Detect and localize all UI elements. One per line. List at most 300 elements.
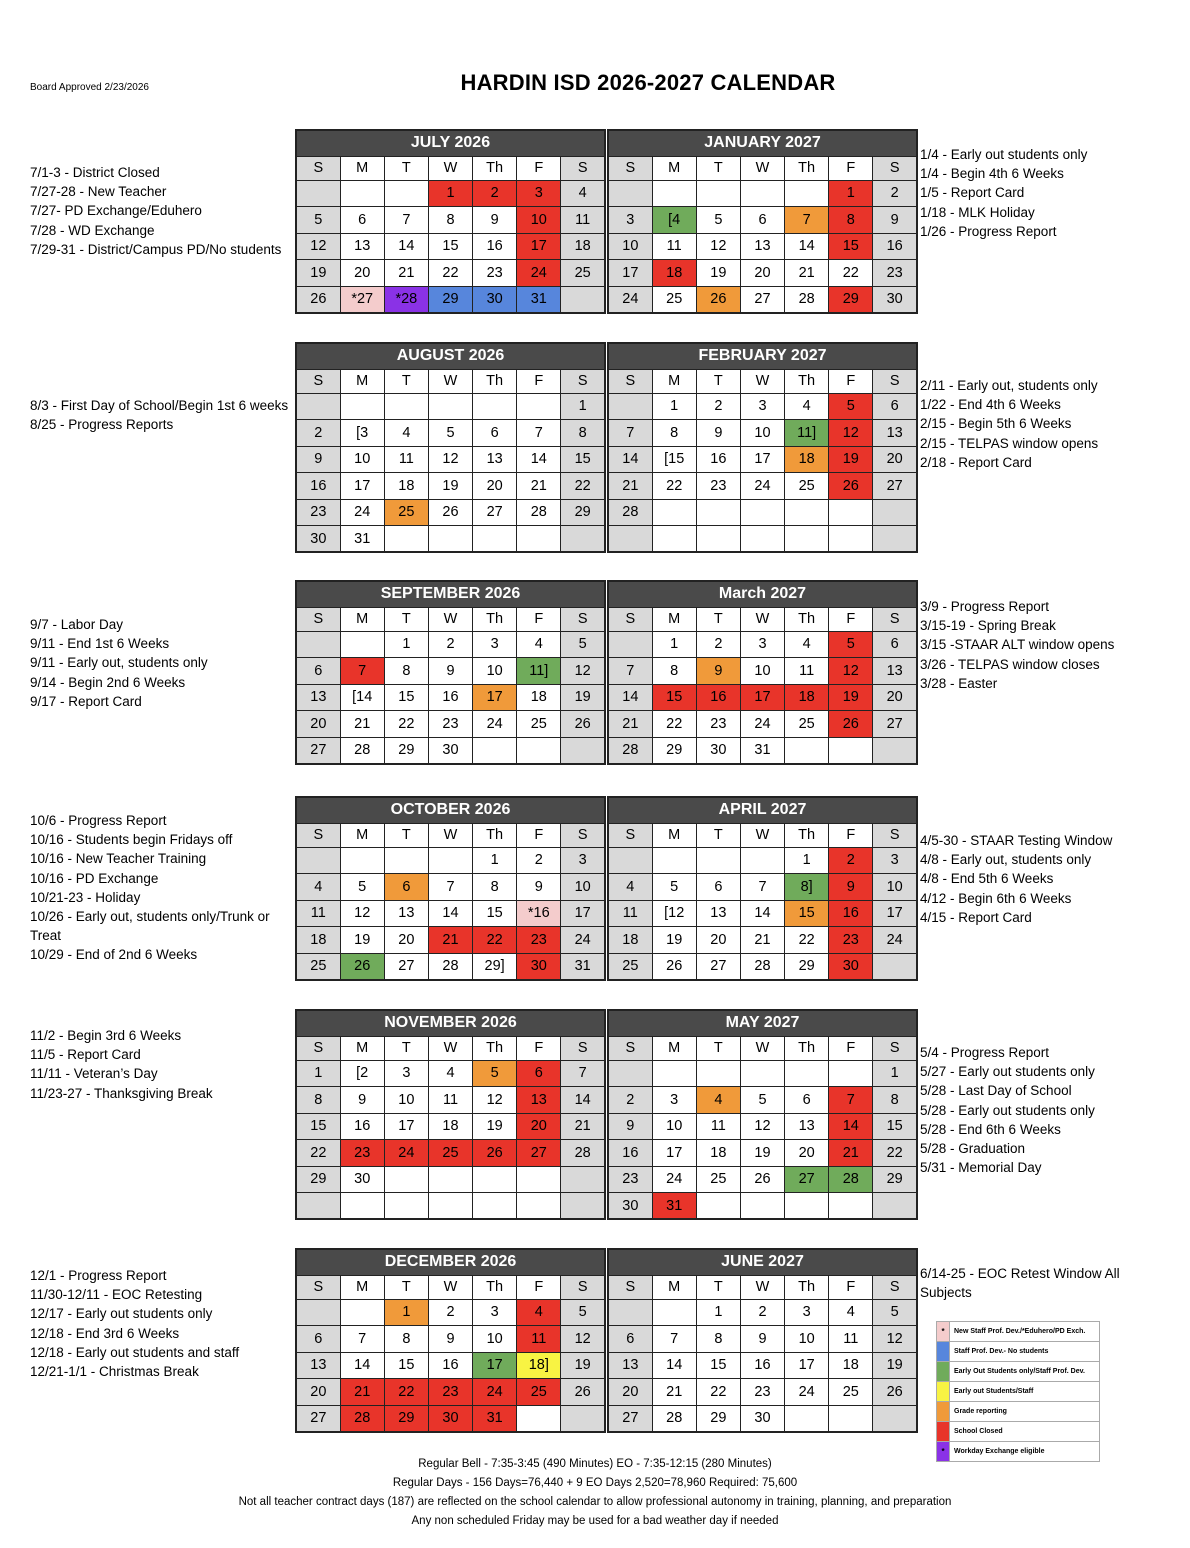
day-cell: 12 [561,658,605,685]
day-cell [296,180,340,207]
day-cell: 14 [608,446,652,473]
day-cell [608,847,652,874]
day-cell: 27 [517,1140,561,1167]
note-line: 5/4 - Progress Report [920,1045,1050,1060]
day-cell: 26 [473,1140,517,1167]
day-cell: 7 [829,1087,873,1114]
day-cell: 29 [561,499,605,526]
note-line: 9/11 - Early out, students only [30,655,208,671]
day-cell: 17 [740,446,784,473]
day-cell: 5 [561,1299,605,1326]
day-cell: 25 [785,473,829,500]
day-cell: 19 [873,1352,917,1379]
day-cell: 22 [785,927,829,954]
day-cell: 5 [829,631,873,658]
day-cell: 29 [652,737,696,764]
month-calendar [607,796,918,981]
day-cell: 14 [561,1087,605,1114]
day-cell: 4 [696,1087,740,1114]
day-cell: 1 [829,180,873,207]
day-cell: 17 [340,473,384,500]
day-cell [873,499,917,526]
day-cell: 18 [652,260,696,287]
day-cell: 9 [517,874,561,901]
day-cell [561,737,605,764]
day-cell: 14 [340,1352,384,1379]
day-cell: 4 [785,631,829,658]
day-cell: 16 [740,1352,784,1379]
day-cell: 24 [340,499,384,526]
day-cell: 16 [340,1113,384,1140]
day-cell: 5 [296,207,340,234]
month-calendar [607,1009,918,1220]
note-line: 7/29-31 - District/Campus PD/No students [30,241,282,257]
month-name: JULY 2026 [296,130,605,156]
day-cell: 20 [384,927,428,954]
month-name: MAY 2027 [608,1010,917,1036]
note-line: 2/11 - Early out, students only [920,378,1098,393]
day-cell: 1 [696,1299,740,1326]
note-line: 10/16 - Students begin Fridays off [30,832,233,848]
day-cell: 15 [296,1113,340,1140]
day-cell [473,1193,517,1220]
day-cell: 10 [473,1326,517,1353]
weekday-header: S [561,1036,605,1060]
notes-block [30,1026,292,1103]
note-line: 2/18 - Report Card [920,454,1032,470]
note-line: 11/5 - Report Card [30,1047,141,1063]
day-cell: 8 [296,1087,340,1114]
day-cell: 4 [384,420,428,447]
day-cell: 20 [608,1379,652,1406]
day-cell: 1 [473,847,517,874]
note-line: 8/3 - First Day of School/Begin 1st 6 weeks [30,398,289,413]
note-line: 9/7 - Labor Day [30,617,124,632]
day-cell: *28 [384,286,428,313]
day-cell [428,1193,472,1220]
day-cell: 6 [517,1060,561,1087]
weekday-header: Th [785,156,829,180]
day-cell: 27 [296,737,340,764]
day-cell: 4 [829,1299,873,1326]
day-cell [384,526,428,553]
note-line: 5/28 - Early out students only [920,1102,1095,1118]
day-cell: 13 [296,1352,340,1379]
legend-label: Early Out Students only/Staff Prof. Dev. [950,1362,1100,1382]
note-line: 7/27-28 - New Teacher [30,184,167,200]
day-cell [740,847,784,874]
day-cell: 19 [829,684,873,711]
day-cell [561,1405,605,1432]
weekday-header: S [608,607,652,631]
weekday-header: S [873,823,917,847]
legend-item [937,1402,1100,1422]
day-cell: 1 [785,847,829,874]
weekday-header: Th [473,823,517,847]
day-cell: [2 [340,1060,384,1087]
day-cell [829,1193,873,1220]
day-cell: 28 [428,953,472,980]
day-cell [652,499,696,526]
day-cell: 21 [428,927,472,954]
day-cell: 29 [384,1405,428,1432]
day-cell [340,393,384,420]
day-cell: 5 [696,207,740,234]
day-cell: 28 [340,1405,384,1432]
day-cell: 4 [517,631,561,658]
weekday-header: Th [785,1036,829,1060]
note-line: 10/26 - Early out, students only/Trunk or Treat [30,909,270,944]
day-cell: 28 [517,499,561,526]
day-cell [873,526,917,553]
day-cell [785,1405,829,1432]
day-cell: 31 [517,286,561,313]
day-cell: 7 [340,658,384,685]
day-cell: 2 [608,1087,652,1114]
note-line: 11/2 - Begin 3rd 6 Weeks [30,1028,182,1043]
day-cell [384,847,428,874]
day-cell [384,393,428,420]
weekday-header: S [873,1275,917,1299]
day-cell: 18 [296,927,340,954]
day-cell: 22 [829,260,873,287]
weekday-header: F [517,156,561,180]
day-cell: 2 [428,1299,472,1326]
weekday-header: M [652,156,696,180]
day-cell: 26 [561,1379,605,1406]
weekday-header: T [696,607,740,631]
day-cell: 24 [740,711,784,738]
day-cell: 16 [829,900,873,927]
day-cell: 25 [785,711,829,738]
day-cell: 23 [428,711,472,738]
day-cell: 12 [829,420,873,447]
day-cell: 9 [296,446,340,473]
day-cell: 4 [428,1060,472,1087]
weekday-header: W [740,369,784,393]
note-line: 10/16 - New Teacher Training [30,851,207,867]
day-cell: 18 [696,1140,740,1167]
day-cell: 3 [740,631,784,658]
notes-block [920,831,1150,927]
day-cell: 22 [384,711,428,738]
weekday-header: M [340,369,384,393]
day-cell [384,180,428,207]
day-cell: *16 [517,900,561,927]
day-cell: 28 [829,1166,873,1193]
day-cell: 18] [517,1352,561,1379]
day-cell: 19 [829,446,873,473]
day-cell: 17 [873,900,917,927]
day-cell: 12 [428,446,472,473]
day-cell: 17 [384,1113,428,1140]
weekday-header: Th [785,1275,829,1299]
weekday-header: F [829,369,873,393]
day-cell: 24 [473,711,517,738]
day-cell: 8 [428,207,472,234]
note-line: 7/27- PD Exchange/Eduhero [30,203,202,219]
day-cell: 25 [829,1379,873,1406]
note-line: 4/8 - Early out, students only [920,852,1092,868]
day-cell: 19 [740,1140,784,1167]
day-cell [428,393,472,420]
note-line: 3/9 - Progress Report [920,599,1050,614]
day-cell [873,737,917,764]
day-cell [473,1166,517,1193]
legend-item [937,1322,1100,1342]
day-cell: 14 [384,233,428,260]
note-line: 5/27 - Early out students only [920,1064,1095,1080]
weekday-header: T [696,156,740,180]
note-line: 5/28 - Graduation [920,1141,1026,1157]
day-cell: 25 [517,711,561,738]
note-line: 3/15-19 - Spring Break [920,618,1056,634]
day-cell: 18 [785,446,829,473]
day-cell: 20 [340,260,384,287]
legend-swatch: * [937,1322,950,1342]
day-cell: 11 [829,1326,873,1353]
day-cell: 28 [608,737,652,764]
day-cell: 23 [296,499,340,526]
month-calendar [295,129,606,314]
day-cell [561,526,605,553]
day-cell: 9 [829,874,873,901]
month-name: DECEMBER 2026 [296,1249,605,1275]
legend-label: Early out Students/Staff [950,1382,1100,1402]
day-cell: 1 [652,393,696,420]
day-cell: 10 [785,1326,829,1353]
day-cell: 11 [785,658,829,685]
month-calendar [295,796,606,981]
day-cell: 28 [740,953,784,980]
day-cell: 24 [873,927,917,954]
note-line: 4/8 - End 5th 6 Weeks [920,871,1054,887]
day-cell: 10 [517,207,561,234]
day-cell: 26 [561,711,605,738]
weekday-header: M [652,607,696,631]
day-cell: 31 [652,1193,696,1220]
weekday-header: S [296,369,340,393]
weekday-header: T [696,823,740,847]
legend-swatch [937,1382,950,1402]
day-cell: 6 [473,420,517,447]
weekday-header: W [740,156,784,180]
note-line: 2/15 - TELPAS window opens [920,435,1099,451]
weekday-header: F [517,369,561,393]
day-cell: 17 [473,1352,517,1379]
day-cell: 23 [873,260,917,287]
weekday-header: M [652,369,696,393]
day-cell: 6 [696,874,740,901]
weekday-header: Th [473,1275,517,1299]
day-cell: 19 [561,1352,605,1379]
day-cell: 5 [740,1087,784,1114]
day-cell: 13 [696,900,740,927]
day-cell: [12 [652,900,696,927]
day-cell: 21 [740,927,784,954]
day-cell: 25 [517,1379,561,1406]
note-line: 7/1-3 - District Closed [30,165,160,180]
day-cell: 13 [384,900,428,927]
day-cell: 2 [873,180,917,207]
day-cell: 4 [608,874,652,901]
day-cell: 27 [696,953,740,980]
day-cell [696,499,740,526]
day-cell: 7 [608,658,652,685]
day-cell: 6 [384,874,428,901]
note-line: 12/21-1/1 - Christmas Break [30,1364,199,1380]
day-cell: 23 [517,927,561,954]
note-line: 10/29 - End of 2nd 6 Weeks [30,947,198,963]
day-cell: 29 [296,1166,340,1193]
legend-item [937,1342,1100,1362]
day-cell: 27 [740,286,784,313]
month-name: NOVEMBER 2026 [296,1010,605,1036]
notes-block [30,1266,292,1381]
day-cell: 12 [873,1326,917,1353]
note-line: 12/18 - Early out students and staff [30,1344,240,1360]
day-cell: 15 [652,684,696,711]
day-cell: 20 [740,260,784,287]
day-cell: 23 [829,927,873,954]
day-cell: 7 [517,420,561,447]
day-cell: 20 [696,927,740,954]
day-cell: 11 [652,233,696,260]
weekday-header: F [829,1036,873,1060]
legend-item [937,1422,1100,1442]
day-cell: 30 [340,1166,384,1193]
day-cell: 14 [740,900,784,927]
day-cell: 17 [652,1140,696,1167]
day-cell: 27 [296,1405,340,1432]
day-cell: 31 [561,953,605,980]
day-cell: 17 [608,260,652,287]
day-cell: 30 [517,953,561,980]
note-line: 4/15 - Report Card [920,909,1032,925]
day-cell: 1 [428,180,472,207]
day-cell: 3 [608,207,652,234]
day-cell: 25 [561,260,605,287]
day-cell: 21 [340,1379,384,1406]
month-name: OCTOBER 2026 [296,797,605,823]
day-cell: 15 [428,233,472,260]
day-cell: 2 [696,393,740,420]
weekday-header: Th [785,369,829,393]
day-cell [740,526,784,553]
day-cell: 14 [785,233,829,260]
day-cell: 21 [652,1379,696,1406]
day-cell: 28 [608,499,652,526]
day-cell: 27 [873,473,917,500]
day-cell: 13 [873,658,917,685]
day-cell [829,499,873,526]
day-cell [785,1060,829,1087]
day-cell: 31 [473,1405,517,1432]
day-cell: 11] [517,658,561,685]
day-cell [340,631,384,658]
day-cell [873,953,917,980]
day-cell: 11 [296,900,340,927]
board-approved-date: Board Approved 2/23/2026 [30,82,149,93]
weekday-header: W [428,823,472,847]
day-cell: 18 [785,684,829,711]
month-calendar [607,580,918,765]
legend-label: School Closed [950,1422,1100,1442]
day-cell [340,180,384,207]
month-name: JUNE 2027 [608,1249,917,1275]
day-cell: 15 [829,233,873,260]
day-cell [652,847,696,874]
day-cell: 23 [696,711,740,738]
day-cell: 20 [873,446,917,473]
day-cell: 19 [428,473,472,500]
day-cell: 9 [696,658,740,685]
weekday-header: T [384,823,428,847]
day-cell [829,526,873,553]
day-cell: 31 [340,526,384,553]
day-cell: 1 [384,1299,428,1326]
day-cell [517,737,561,764]
day-cell [517,393,561,420]
note-line: 11/23-27 - Thanksgiving Break [30,1085,213,1101]
day-cell: 7 [384,207,428,234]
day-cell: 21 [384,260,428,287]
day-cell: 16 [296,473,340,500]
day-cell [296,1299,340,1326]
day-cell: 26 [652,953,696,980]
day-cell: 6 [296,1326,340,1353]
day-cell: 2 [740,1299,784,1326]
day-cell: 11 [696,1113,740,1140]
month-calendar [295,1248,606,1433]
day-cell: 10 [740,658,784,685]
day-cell: 30 [428,737,472,764]
day-cell: 28 [340,737,384,764]
day-cell: 8 [652,658,696,685]
weekday-header: W [428,1036,472,1060]
day-cell: 20 [873,684,917,711]
day-cell: 6 [296,658,340,685]
footer-line: Any non scheduled Friday may be used for a bad weather day if needed [411,1515,779,1527]
day-cell: 6 [340,207,384,234]
day-cell: 17 [561,900,605,927]
weekday-header: F [517,607,561,631]
day-cell: 22 [296,1140,340,1167]
day-cell: 30 [473,286,517,313]
day-cell: [4 [652,207,696,234]
legend-item [937,1382,1100,1402]
weekday-header: Th [473,156,517,180]
note-line: 5/28 - Last Day of School [920,1083,1072,1099]
day-cell: 30 [873,286,917,313]
day-cell: 23 [608,1166,652,1193]
day-cell: 3 [740,393,784,420]
day-cell: 23 [740,1379,784,1406]
weekday-header: S [873,156,917,180]
day-cell: [14 [340,684,384,711]
day-cell: 12 [561,1326,605,1353]
weekday-header: F [829,1275,873,1299]
notes-block [920,1043,1150,1177]
day-cell: 30 [829,953,873,980]
day-cell [696,1193,740,1220]
day-cell [785,737,829,764]
day-cell: 25 [652,286,696,313]
day-cell: 8 [696,1326,740,1353]
day-cell: 13 [340,233,384,260]
legend-label: Staff Prof. Dev.- No students [950,1342,1100,1362]
legend-label: Grade reporting [950,1402,1100,1422]
